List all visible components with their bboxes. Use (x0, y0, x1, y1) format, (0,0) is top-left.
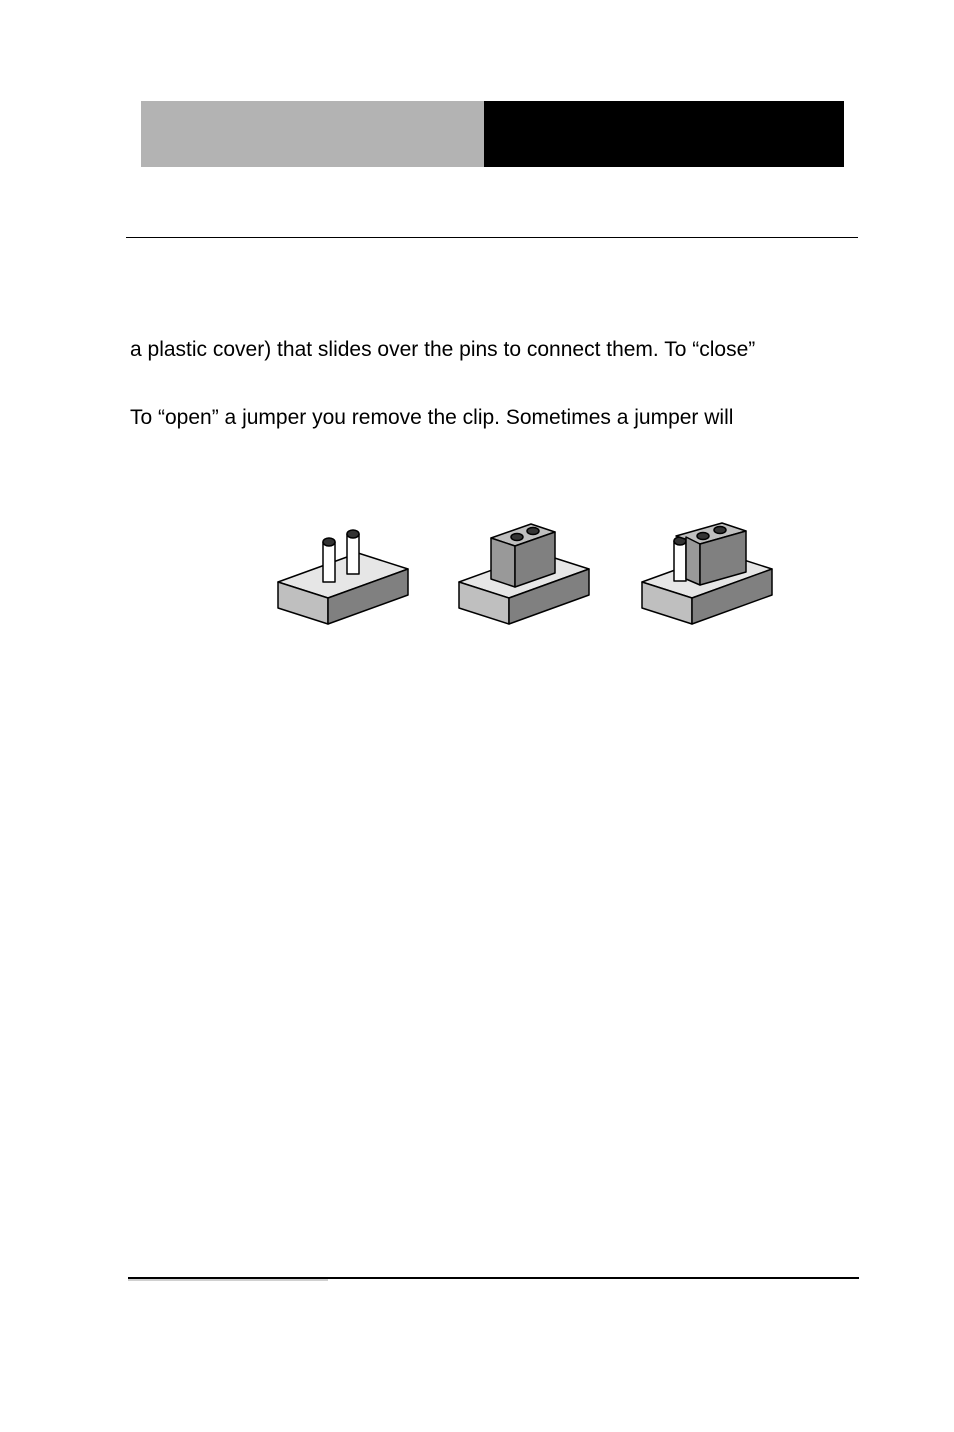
jumper-illustration (270, 515, 790, 635)
header-bar-gray (141, 101, 484, 167)
body-text-line-2: To “open” a jumper you remove the clip. Sometimes a jumper will (130, 406, 734, 429)
open-jumper-icon (278, 530, 408, 624)
header-bar-black (484, 101, 844, 167)
footer-rule-accent (128, 1279, 328, 1281)
header-rule (126, 237, 858, 238)
partially-closed-jumper-icon (642, 523, 772, 624)
body-text-line-1: a plastic cover) that slides over the pins to connect them. To “close” (130, 338, 756, 361)
closed-jumper-icon (459, 524, 589, 624)
